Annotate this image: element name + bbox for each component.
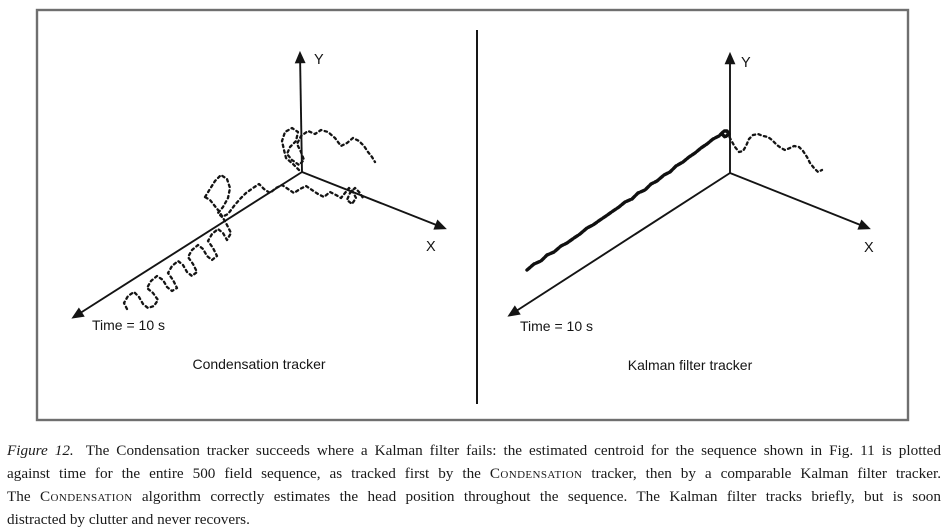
condensation-x-axis <box>302 172 444 228</box>
caption-text-segment: Condensation <box>489 465 583 482</box>
condensation-panel-title: Condensation tracker <box>192 356 326 372</box>
kalman-trajectory-straight-track <box>527 131 729 270</box>
condensation-y-axis-label: Y <box>314 52 324 68</box>
kalman-x-axis-label: X <box>864 240 874 256</box>
condensation-time-axis <box>74 172 302 317</box>
condensation-trajectory-wave <box>205 175 363 217</box>
caption-line <box>7 439 941 462</box>
caption-text-segment: tracker, then by a comparable Kalman filter tracker. <box>582 465 941 482</box>
caption-line <box>7 508 941 531</box>
kalman-time-axis <box>510 173 730 315</box>
caption-text-segment: algorithm correctly estimates the head position throughout the sequence. The Kalman filter tracks briefly, but is soon <box>132 488 941 505</box>
condensation-trajectory-upper-branch <box>282 128 375 170</box>
panel-condensation <box>74 52 444 372</box>
caption-text-segment: against time for the entire 500 field sequence, as tracked first by the <box>7 465 490 482</box>
condensation-x-axis-label: X <box>426 239 436 255</box>
caption-text-segment: The <box>7 488 40 505</box>
panel-kalman <box>510 55 874 373</box>
kalman-x-axis <box>730 173 868 228</box>
condensation-time-axis-label: Time = 10 s <box>92 317 166 333</box>
figure-border-box <box>37 10 908 420</box>
condensation-trajectory-time-diagonal <box>124 197 231 309</box>
kalman-y-axis-label: Y <box>741 55 751 71</box>
caption-text-segment: distracted by clutter and never recovers. <box>7 511 250 528</box>
caption-line <box>7 462 941 485</box>
figure-caption <box>7 439 941 531</box>
kalman-trajectory-initial-wiggle <box>727 132 822 172</box>
caption-text-segment: Condensation <box>40 488 133 505</box>
caption-line <box>7 485 941 508</box>
kalman-panel-title: Kalman filter tracker <box>627 357 753 373</box>
caption-text-segment: The Condensation tracker succeeds where a Kalman filter fails: the estimated centroid for the sequence shown in Fig. 11 is plotted <box>85 442 941 459</box>
caption-text-segment: Figure 12. <box>7 442 74 459</box>
kalman-time-axis-label: Time = 10 s <box>520 318 594 334</box>
